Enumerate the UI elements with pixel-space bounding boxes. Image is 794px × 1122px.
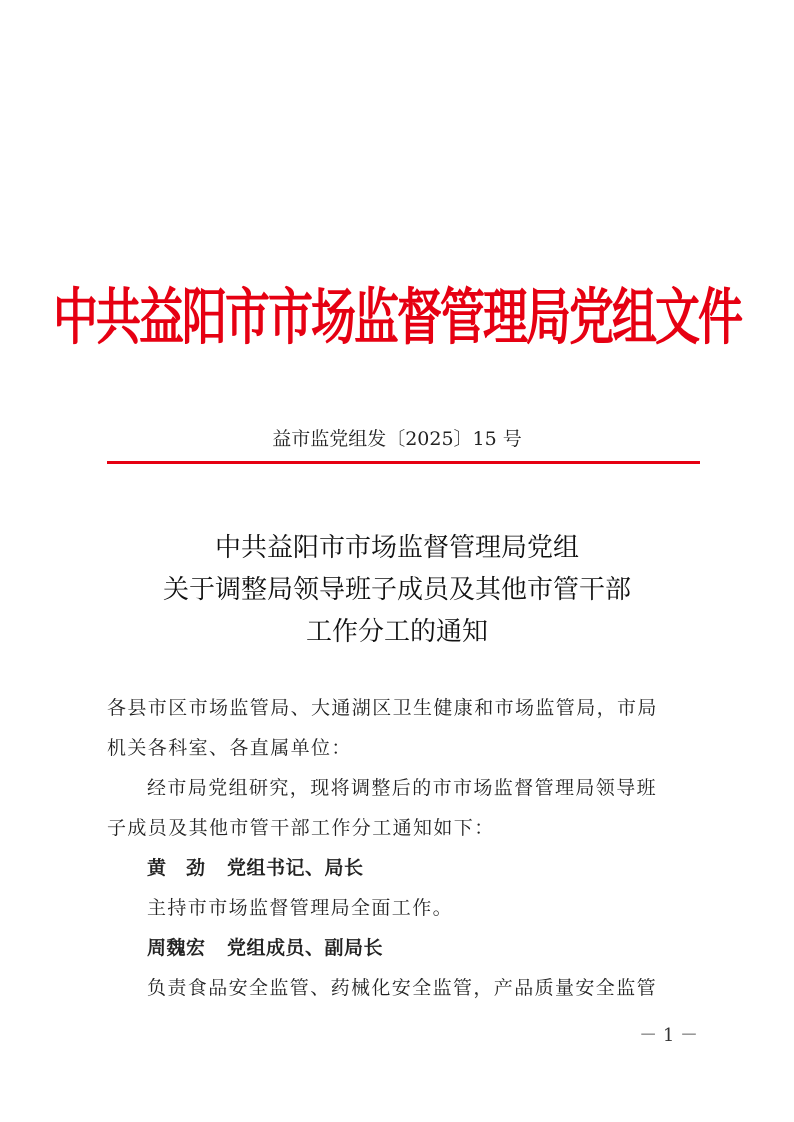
document-masthead: 中共益阳市市场监督管理局党组文件: [52, 281, 741, 354]
intro-line-2: 子成员及其他市管干部工作分工通知如下：: [107, 817, 495, 839]
document-number: 益市监党组发〔2025〕15 号: [272, 428, 522, 450]
person-duty-1: 主持市市场监督管理局全面工作。: [147, 897, 454, 919]
person-position: 党组成员、副局长: [227, 937, 384, 959]
title-line-2: 关于调整局领导班子成员及其他市管干部: [162, 575, 631, 605]
person-duty-2: 负责食品安全监管、药械化安全监管，产品质量安全监管: [147, 977, 658, 999]
page-number: － 1 －: [639, 1025, 698, 1046]
recipients-line-2: 机关各科室、各直属单位：: [107, 737, 352, 759]
person-name: 黄 劲: [147, 857, 206, 879]
red-separator-line: [107, 461, 700, 464]
recipients-line-1: 各县市区市场监管局、大通湖区卫生健康和市场监管局，市局: [107, 697, 658, 719]
person-name: 周魏宏: [147, 937, 206, 959]
document-title: [0, 527, 794, 653]
person-heading-2: [107, 928, 697, 968]
document-body: [107, 688, 697, 1008]
person-position: 党组书记、局长: [227, 857, 364, 879]
title-line-3: 工作分工的通知: [305, 617, 488, 647]
person-heading-1: [107, 848, 697, 888]
title-line-1: 中共益阳市市场监督管理局党组: [214, 533, 579, 563]
intro-line-1: 经市局党组研究，现将调整后的市市场监督管理局领导班: [147, 777, 658, 799]
